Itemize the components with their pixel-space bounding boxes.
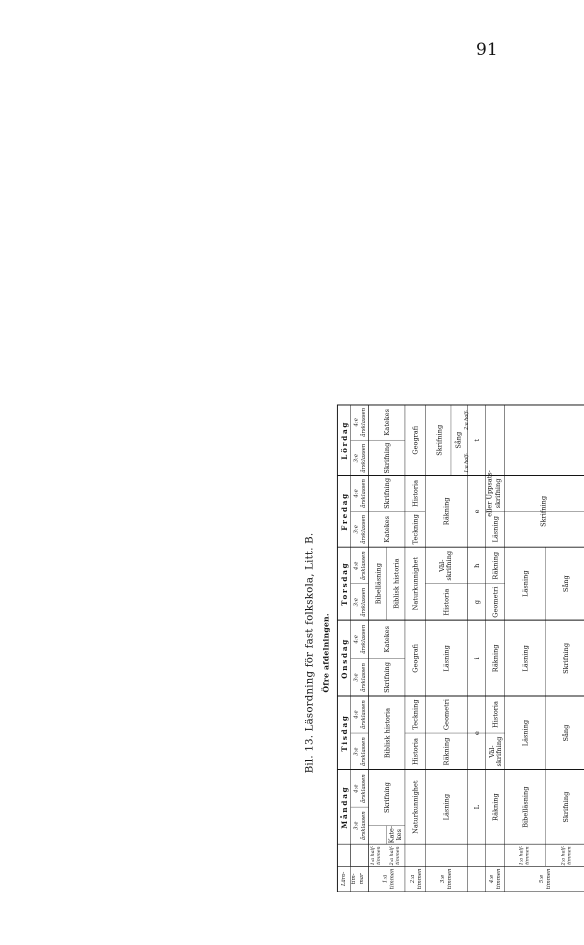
class-headers — [354, 407, 367, 840]
corner-header-3: mar — [359, 873, 366, 885]
half-hour-2-sub: timmen — [395, 846, 401, 865]
lunch-letter-6: h — [473, 563, 482, 568]
class-3-sub: årsklassen — [360, 587, 367, 617]
hour-5-sub: timmen — [546, 868, 553, 890]
hour-4-sub: timmen — [495, 868, 502, 890]
cell-wed-h5b: Skrifning — [562, 642, 571, 674]
cell-tue-h4-c3-1: Väl- — [487, 745, 496, 758]
page-title: Bil. 13. Läsordning för fast folkskola, Litt. B. — [304, 532, 316, 774]
lunch-letter-2: e — [473, 731, 482, 735]
cell-thu-h3-c4-2: skrifning — [444, 550, 453, 581]
cell-mon-h1-katekes-2: kes — [394, 829, 403, 841]
lunch-letter-8: t — [473, 438, 482, 442]
class-4-sub: årsklassen — [360, 774, 367, 804]
cell-tue-h5b: Sång — [562, 724, 571, 742]
cell-mon-h1-skrifning: Skrifning — [382, 782, 391, 814]
hour-4-label: 4:e — [488, 874, 495, 884]
cell-mon-h1-katekes-1: Kate- — [387, 825, 396, 844]
cell-fri-h2-c3: Teckning — [411, 514, 420, 545]
lunch-letter-7: e — [473, 509, 482, 514]
cell-thu-h1a: Bibelläsning — [374, 563, 383, 605]
cell-thu-h2: Naturkunnighet — [411, 556, 420, 611]
cell-thu-h5a: Läsning — [521, 570, 530, 597]
cell-fri-h4-c3: Läsning — [491, 516, 500, 543]
cell-mon-h3: Läsning — [442, 793, 451, 821]
lunch-letter-5: g — [473, 600, 482, 605]
cell-wed-h5a: Läsning — [521, 645, 530, 672]
cell-mon-h5b: Skrifning — [562, 791, 571, 823]
page-number: 91 — [476, 40, 498, 60]
class-3-label: 3:e — [353, 525, 360, 534]
day-thursday: Torsdag — [339, 561, 349, 606]
class-4-sub: årsklassen — [360, 479, 367, 508]
class-3-sub: årsklassen — [360, 443, 367, 473]
class-3-label: 3:e — [353, 597, 360, 607]
class-3-label: 3:e — [353, 453, 360, 463]
class-3-label: 3:e — [353, 821, 360, 830]
hour-1-label: 1:a — [382, 874, 389, 884]
hour-3-sub: timmen — [446, 868, 453, 890]
day-monday: Måndag — [339, 785, 349, 829]
timetable-grid — [337, 405, 584, 892]
class-3-label: 3:e — [353, 673, 360, 682]
class-4-label: 4:e — [353, 489, 360, 498]
corner-header-1: Läro- — [341, 871, 348, 887]
timetable-svg — [32, 402, 584, 892]
half-hour-2: 2:a half- — [464, 410, 470, 430]
cell-wed-h1-c3: Skrifning — [382, 662, 391, 693]
class-4-label: 4:e — [353, 710, 360, 719]
cell-fri-h3: Räkning — [442, 497, 451, 526]
half-hour-1: 1:a half- — [519, 845, 525, 866]
cell-wed-h2: Geografi — [411, 643, 420, 673]
corner-header-2: tim- — [350, 873, 357, 885]
cell-tue-h2-c4: Teckning — [411, 699, 420, 730]
half-hour-1: 1:a half- — [464, 453, 470, 473]
cell-tue-h4-c3-2: skrifning — [495, 736, 504, 767]
cell-thu-h4-c4: Räkning — [491, 551, 500, 580]
cell-sat-h3a: Skrifning — [435, 424, 444, 456]
cell-mon-h2: Naturkunnighet — [411, 780, 420, 834]
class-4-label: 4:e — [353, 635, 360, 644]
class-4-sub: årsklassen — [360, 624, 367, 654]
cell-sat-h3b: Sång — [454, 431, 463, 449]
class-3-sub: årsklassen — [360, 811, 367, 841]
cell-wed-h1-c4: Katekes — [382, 625, 391, 653]
cell-tue-h2-c3: Historia — [411, 738, 420, 766]
hour-1-sub: timmen — [389, 868, 396, 890]
page-subtitle: Öfre afdelningen. — [321, 613, 331, 693]
cell-tue-h1: Biblisk historia — [383, 707, 392, 759]
half-hour-2-sub: timmen — [567, 846, 573, 865]
day-saturday: Lördag — [339, 420, 349, 460]
cell-thu-h3-c4-1: Väl- — [437, 559, 446, 572]
class-4-sub: årsklassen — [360, 551, 367, 581]
cell-mon-h5a: Bibelläsning — [521, 786, 530, 828]
half-hour-1-sub: timmen — [376, 846, 382, 865]
cell-wed-h3: Läsning — [442, 645, 451, 672]
cell-fri-h1-c4: Skrifning — [382, 477, 391, 509]
cell-sat-h1-c3: Skrifning — [382, 442, 391, 474]
cell-fri-h4-c4-2: skrifning — [493, 478, 502, 509]
cell-sat-h2: Geografi — [411, 425, 420, 455]
cell-fri-h2-c4: Historia — [411, 479, 420, 507]
class-4-label: 4:e — [353, 418, 360, 427]
class-3-sub: årsklassen — [360, 737, 367, 766]
cell-sat-h1-c4: Katekes — [382, 409, 391, 436]
day-tuesday: Tisdag — [339, 714, 349, 752]
cell-tue-h5a: Läsning — [521, 719, 530, 747]
lunch-letter-4: i — [473, 657, 482, 660]
cell-thu-h1b: Biblisk historia — [392, 558, 401, 609]
cell-wed-h4: Räkning — [491, 644, 500, 673]
cell-mon-h4: Räkning — [491, 793, 500, 822]
cell-thu-h4-c3: Geometri — [491, 586, 500, 618]
half-hour-1-sub: timmen — [525, 846, 531, 865]
cell-thu-h5b: Sång — [562, 575, 571, 593]
half-hour-2: 2:a half- — [561, 845, 567, 866]
cell-tue-h4-c4: Historia — [491, 701, 500, 728]
class-4-label: 4:e — [353, 784, 360, 793]
class-4-label: 4:e — [353, 561, 360, 570]
half-hour-1: 1:a half- — [370, 845, 376, 866]
class-4-sub: årsklassen — [360, 407, 367, 437]
half-hour-2: 2:a half- — [390, 845, 395, 866]
class-3-sub: årsklassen — [360, 663, 367, 692]
hour-2-sub: timmen — [417, 868, 424, 890]
cell-fri-h4-c4-1: eller Uppsats- — [485, 470, 494, 517]
class-4-sub: årsklassen — [360, 700, 367, 729]
cell-thu-h3-c3: Historia — [442, 588, 451, 616]
hour-3-label: 3:e — [439, 874, 446, 884]
cell-tue-h3-c4: Geometri — [442, 698, 451, 731]
rotated-page — [32, 72, 573, 892]
cell-tue-h3-c3: Räkning — [442, 737, 451, 766]
hour-2-label: 2:a — [409, 874, 416, 884]
cell-fri-h1-c3: Katekes — [382, 515, 391, 543]
day-wednesday: Onsdag — [339, 637, 349, 679]
hour-5-label: 5:e — [538, 874, 545, 884]
cell-fri-h5: Skrifning — [539, 495, 548, 527]
day-friday: Fredag — [339, 492, 349, 531]
class-3-sub: årsklassen — [360, 514, 367, 544]
class-3-label: 3:e — [353, 747, 360, 756]
lunch-letter-1: L — [473, 804, 482, 810]
